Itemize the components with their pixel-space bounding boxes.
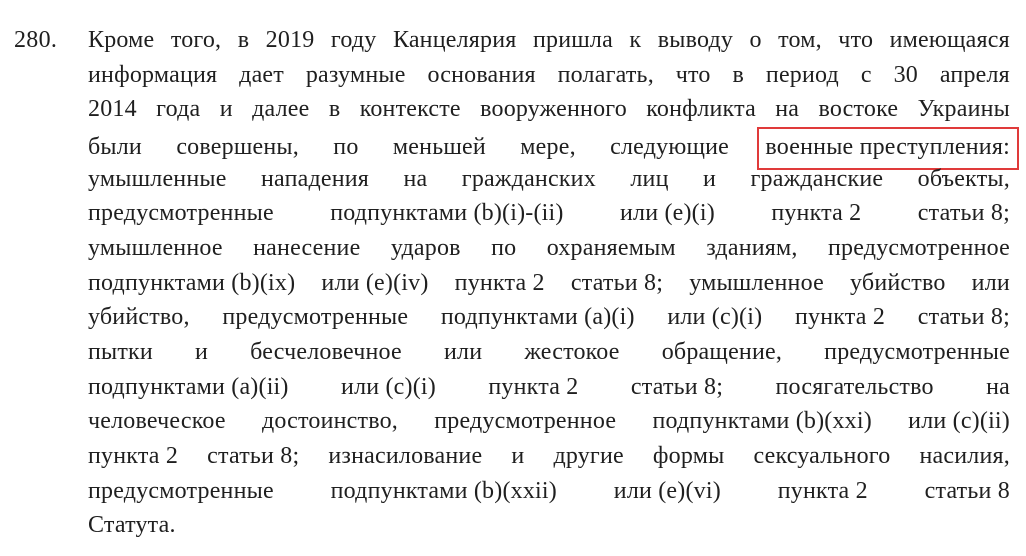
text-line [88, 162, 1010, 197]
word-chunk: бесчеловечное [250, 338, 402, 365]
word-chunk: гражданских [461, 165, 596, 192]
word-chunk: предусмотренное [828, 234, 1010, 261]
paragraph-text [88, 23, 1010, 543]
word-chunk: пытки [88, 338, 153, 365]
word-chunk: Статута. [88, 512, 176, 539]
word-chunk: года [156, 96, 201, 123]
word-chunk: или [971, 269, 1010, 296]
word-chunk: были [88, 133, 142, 160]
word-chunk: Кроме [88, 27, 155, 53]
word-chunk: статьи 8; [570, 269, 664, 296]
word-chunk: лиц [630, 165, 669, 192]
word-chunk: сексуального [753, 442, 891, 469]
word-chunk: и [511, 442, 525, 469]
text-line [88, 439, 1010, 474]
word-chunk: или (e)(iv) [321, 269, 429, 296]
word-chunk: статьи 8; [630, 373, 724, 400]
word-chunk: конфликта [646, 96, 756, 123]
word-chunk: по [491, 234, 517, 261]
highlight-box: военные преступления: [757, 127, 1019, 170]
word-chunk: подпунктами (b)(xxii) [330, 477, 557, 504]
word-chunk: и [195, 338, 209, 365]
word-chunk: статьи 8; [917, 200, 1010, 227]
word-chunk: предусмотренные [222, 304, 409, 331]
word-chunk: апреля [939, 61, 1010, 88]
word-chunk: Украины [917, 96, 1010, 123]
paragraph-280 [14, 23, 1010, 543]
text-line [88, 231, 1010, 266]
word-chunk: нанесение [253, 234, 361, 261]
word-chunk: достоинство, [261, 408, 398, 435]
word-chunk: году [330, 27, 377, 53]
word-chunk: предусмотренные [88, 200, 274, 227]
word-chunk: или (c)(ii) [908, 408, 1010, 435]
word-chunk: или (e)(i) [619, 200, 715, 227]
word-chunk: статьи 8 [924, 477, 1010, 504]
word-chunk: что [838, 27, 874, 53]
word-chunk: гражданские [750, 165, 884, 192]
word-chunk: насилия, [919, 442, 1010, 469]
word-chunk: на [775, 96, 800, 123]
text-line [88, 300, 1010, 335]
word-chunk: Канцелярия [392, 27, 517, 53]
word-chunk: предусмотренные [88, 477, 274, 504]
word-chunk: далее [252, 96, 310, 123]
word-chunk: меньшей [392, 133, 486, 160]
word-chunk: изнасилование [328, 442, 483, 469]
text-line [88, 92, 1010, 127]
word-chunk: нападения [260, 165, 370, 192]
word-chunk: и [703, 165, 717, 192]
word-chunk: контексте [359, 96, 461, 123]
text-line [88, 266, 1010, 301]
word-chunk: по [333, 133, 359, 160]
word-chunk: человеческое [88, 408, 226, 435]
word-chunk: убийство [850, 269, 946, 296]
paragraph-number: 280. [14, 27, 58, 53]
text-line [88, 370, 1010, 405]
word-chunk: умышленное [689, 269, 824, 296]
text-line [88, 474, 1010, 509]
word-chunk: полагать, [557, 61, 654, 88]
word-chunk: мере, [520, 133, 576, 160]
text-line [88, 196, 1010, 231]
word-chunk: 30 [893, 61, 918, 88]
word-chunk: в [328, 96, 341, 123]
word-chunk: основания [427, 61, 536, 88]
word-chunk: формы [652, 442, 725, 469]
word-chunk: период [765, 61, 839, 88]
word-chunk: или (c)(i) [341, 373, 436, 400]
word-chunk: 2019 [265, 27, 315, 53]
word-chunk: том, [778, 27, 822, 53]
word-chunk: или (e)(vi) [613, 477, 721, 504]
text-line [88, 58, 1010, 93]
word-chunk: зданиям, [706, 234, 798, 261]
word-chunk: с [860, 61, 872, 88]
word-chunk: вооруженного [480, 96, 627, 123]
word-chunk: в [732, 61, 745, 88]
word-chunk: совершены, [176, 133, 299, 160]
word-chunk: предусмотренные [824, 338, 1010, 365]
word-chunk: дает [239, 61, 284, 88]
word-chunk: пришла [532, 27, 613, 53]
word-chunk: или [443, 338, 483, 365]
word-chunk: статьи 8; [917, 304, 1010, 331]
word-chunk: подпунктами (b)(xxi) [652, 408, 872, 435]
word-chunk: к [629, 27, 642, 53]
text-line [88, 23, 1010, 58]
word-chunk: информация [88, 61, 218, 88]
word-chunk: выводу [657, 27, 734, 53]
word-chunk: умышленные [88, 165, 227, 192]
word-chunk: разумные [305, 61, 406, 88]
word-chunk: умышленное [88, 234, 223, 261]
word-chunk: обращение, [661, 338, 783, 365]
word-chunk: подпунктами (b)(i)-(ii) [330, 200, 564, 227]
word-chunk: статьи 8; [207, 442, 300, 469]
word-chunk: или (c)(i) [667, 304, 763, 331]
word-chunk: имеющаяся [889, 27, 1010, 53]
word-chunk: о [749, 27, 762, 53]
word-chunk: востоке [818, 96, 899, 123]
text-line [88, 508, 1010, 543]
word-chunk: 2014 [88, 96, 137, 123]
word-chunk: объекты, [917, 165, 1010, 192]
word-chunk: жестокое [524, 338, 620, 365]
word-chunk: пункта 2 [794, 304, 886, 331]
word-chunk: ударов [390, 234, 461, 261]
word-chunk: пункта 2 [777, 477, 868, 504]
word-chunk: пункта 2 [771, 200, 862, 227]
word-chunk: подпунктами (a)(i) [440, 304, 635, 331]
word-chunk: другие [553, 442, 624, 469]
word-chunk: на [986, 373, 1010, 400]
word-chunk: подпунктами (a)(ii) [88, 373, 289, 400]
word-chunk: того, [170, 27, 222, 53]
word-chunk: что [675, 61, 711, 88]
word-chunk: предусмотренное [434, 408, 617, 435]
text-line [88, 127, 1010, 162]
word-chunk: следующие [610, 133, 730, 160]
word-chunk: охраняемым [546, 234, 676, 261]
text-line [88, 404, 1010, 439]
word-chunk: пункта 2 [88, 442, 179, 469]
word-chunk: и [219, 96, 233, 123]
word-chunk: подпунктами (b)(ix) [88, 269, 296, 296]
word-chunk: в [237, 27, 250, 53]
word-chunk: на [403, 165, 428, 192]
word-chunk: пункта 2 [488, 373, 579, 400]
word-chunk: убийство, [88, 304, 190, 331]
word-chunk: пункта 2 [454, 269, 545, 296]
word-chunk: посягательство [775, 373, 934, 400]
text-line [88, 335, 1010, 370]
